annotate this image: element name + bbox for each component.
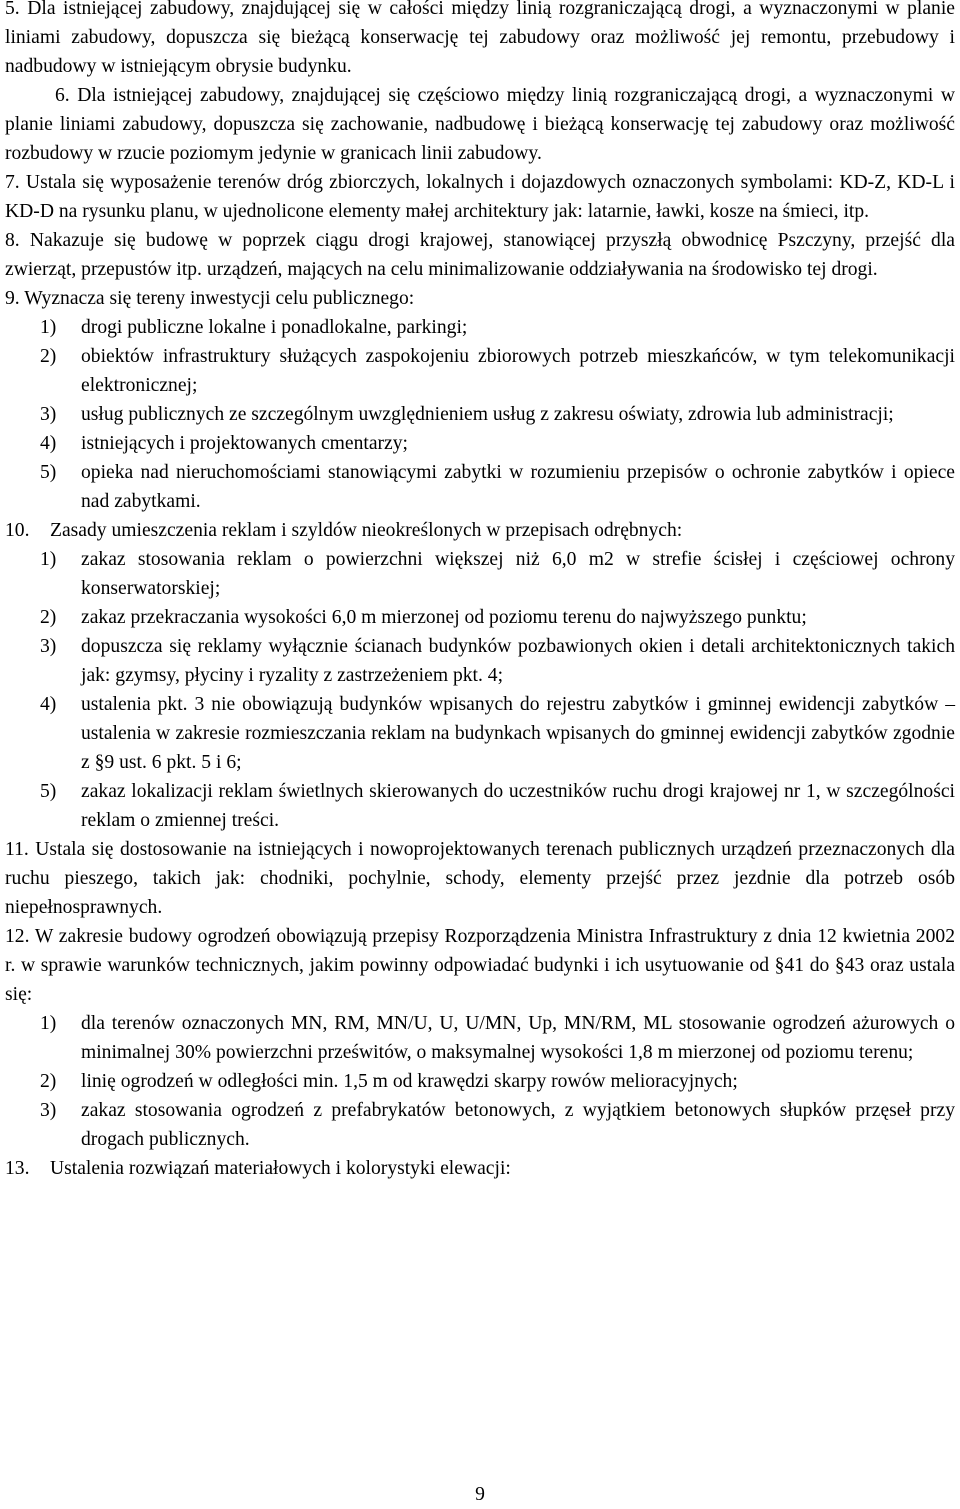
list-item bbox=[40, 632, 955, 690]
document-page bbox=[5, 0, 955, 1183]
list-text: dla terenów oznaczonych MN, RM, MN/U, U, U/MN, Up, MN/RM, ML stosowanie ogrodzeń ażurowych o minimalnej 30% powierzchni prześwitów, o maksymalnej wysokości 1,8 m mierzonej od poziomu terenu; bbox=[81, 1013, 955, 1063]
list-item bbox=[40, 313, 955, 342]
list-text: usług publicznych ze szczególnym uwzględnieniem usług z zakresu oświaty, zdrowia lub administracji; bbox=[81, 404, 894, 425]
list-text: drogi publiczne lokalne i ponadlokalne, parkingi; bbox=[81, 317, 468, 338]
list-number: 5) bbox=[40, 781, 57, 802]
list-number: 2) bbox=[40, 1071, 57, 1092]
list-number: 1) bbox=[40, 1013, 57, 1034]
list-10 bbox=[5, 545, 955, 835]
list-number: 4) bbox=[40, 694, 57, 715]
list-item bbox=[40, 429, 955, 458]
list-number: 3) bbox=[40, 404, 57, 425]
paragraph-5: 5. Dla istniejącej zabudowy, znajdującej się w całości między linią rozgraniczającą drogi, a wyznaczonymi w planie liniami zabudowy, dopuszcza się bieżącą konserwację tej zabudowy oraz możliwość jej remontu, przebudowy i nadbudowy w istniejącym obrysie budynku. bbox=[5, 0, 955, 77]
paragraph-7: 7. Ustala się wyposażenie terenów dróg zbiorczych, lokalnych i dojazdowych oznaczonych symbolami: KD-Z, KD-L i KD-D na rysunku planu, w ujednolicone elementy małej architektury jak: latarnie, ławki, kosze na śmieci, itp. bbox=[5, 172, 955, 222]
list-item bbox=[40, 1009, 955, 1067]
paragraph-10-intro bbox=[5, 516, 955, 545]
list-12 bbox=[5, 1009, 955, 1154]
list-number: 3) bbox=[40, 636, 57, 657]
list-item bbox=[40, 342, 955, 400]
list-text: opieka nad nieruchomościami stanowiącymi zabytki w rozumieniu przepisów o ochronie zabytków i opiece nad zabytkami. bbox=[81, 462, 955, 512]
list-text: zakaz lokalizacji reklam świetlnych skierowanych do uczestników ruchu drogi krajowej nr 1, w szczególności reklam o zmiennej treści. bbox=[81, 781, 955, 831]
list-text: istniejących i projektowanych cmentarzy; bbox=[81, 433, 408, 454]
paragraph-12: 12. W zakresie budowy ogrodzeń obowiązują przepisy Rozporządzenia Ministra Infrastruktury z dnia 12 kwietnia 2002 r. w sprawie warunków technicznych, jakim powinny odpowiadać budynki i ich usytuowanie od §41 do §43 oraz ustala się: bbox=[5, 926, 955, 1005]
list-item bbox=[40, 458, 955, 516]
paragraph-13 bbox=[5, 1154, 955, 1183]
list-item bbox=[40, 400, 955, 429]
paragraph-9-intro: 9. Wyznacza się tereny inwestycji celu publicznego: bbox=[5, 288, 415, 309]
list-text: dopuszcza się reklamy wyłącznie ścianach budynków pozbawionych okien i detali architektonicznych takich jak: gzymsy, płyciny i ryzality z zastrzeżeniem pkt. 4; bbox=[81, 636, 955, 686]
list-number: 2) bbox=[40, 607, 57, 628]
list-number: 1) bbox=[40, 549, 57, 570]
paragraph-text: Ustalenia rozwiązań materiałowych i kolorystyki elewacji: bbox=[50, 1158, 511, 1179]
paragraph-6: 6. Dla istniejącej zabudowy, znajdującej się częściowo między linią rozgraniczającą drogi, a wyznaczonymi w planie liniami zabudowy, dopuszcza się zachowanie, nadbudowę i bieżącą konserwację tej zabudowy oraz możliwość rozbudowy w rzucie poziomym jedynie w granicach linii zabudowy. bbox=[5, 85, 955, 164]
list-text: zakaz przekraczania wysokości 6,0 m mierzonej od poziomu terenu do najwyższego punktu; bbox=[81, 607, 807, 628]
list-item bbox=[40, 545, 955, 603]
list-text: obiektów infrastruktury służących zaspokojeniu zbiorowych potrzeb mieszkańców, w tym telekomunikacji elektronicznej; bbox=[81, 346, 955, 396]
list-item bbox=[40, 1096, 955, 1154]
list-number: 1) bbox=[40, 317, 57, 338]
list-number: 4) bbox=[40, 433, 57, 454]
list-text: ustalenia pkt. 3 nie obowiązują budynków wpisanych do rejestru zabytków i gminnej ewidencji zabytków – ustalenia w zakresie rozmieszczania reklam na budynkach wpisanych do gminnej ewidencji zabytków zgodnie z §9 ust. 6 pkt. 5 i 6; bbox=[81, 694, 955, 773]
list-9 bbox=[5, 313, 955, 516]
page-number: 9 bbox=[475, 1484, 485, 1505]
paragraph-8: 8. Nakazuje się budowę w poprzek ciągu drogi krajowej, stanowiącej przyszłą obwodnicę Pszczyny, przejść dla zwierząt, przepustów itp. urządzeń, mających na celu minimalizowanie oddziaływania na środowisko tej drogi. bbox=[5, 230, 955, 280]
paragraph-11: 11. Ustala się dostosowanie na istniejących i nowoprojektowanych terenach publicznych urządzeń przeznaczonych dla ruchu pieszego, takich jak: chodniki, pochylnie, schody, elementy przejść przez jezdnie dla potrzeb osób niepełnosprawnych. bbox=[5, 839, 955, 918]
list-text: zakaz stosowania ogrodzeń z prefabrykatów betonowych, z wyjątkiem betonowych słupków przęseł przy drogach publicznych. bbox=[81, 1100, 955, 1150]
list-number: 2) bbox=[40, 346, 57, 367]
paragraph-number: 10. bbox=[5, 520, 30, 541]
list-item bbox=[40, 690, 955, 777]
list-number: 3) bbox=[40, 1100, 57, 1121]
list-text: zakaz stosowania reklam o powierzchni większej niż 6,0 m2 w strefie ścisłej i częściowej ochrony konserwatorskiej; bbox=[81, 549, 955, 599]
list-number: 5) bbox=[40, 462, 57, 483]
list-item bbox=[40, 777, 955, 835]
list-text: linię ogrodzeń w odległości min. 1,5 m od krawędzi skarpy rowów melioracyjnych; bbox=[81, 1071, 738, 1092]
paragraph-number: 13. bbox=[5, 1158, 30, 1179]
list-item bbox=[40, 1067, 955, 1096]
list-item bbox=[40, 603, 955, 632]
paragraph-text: Zasady umieszczenia reklam i szyldów nieokreślonych w przepisach odrębnych: bbox=[50, 520, 683, 541]
